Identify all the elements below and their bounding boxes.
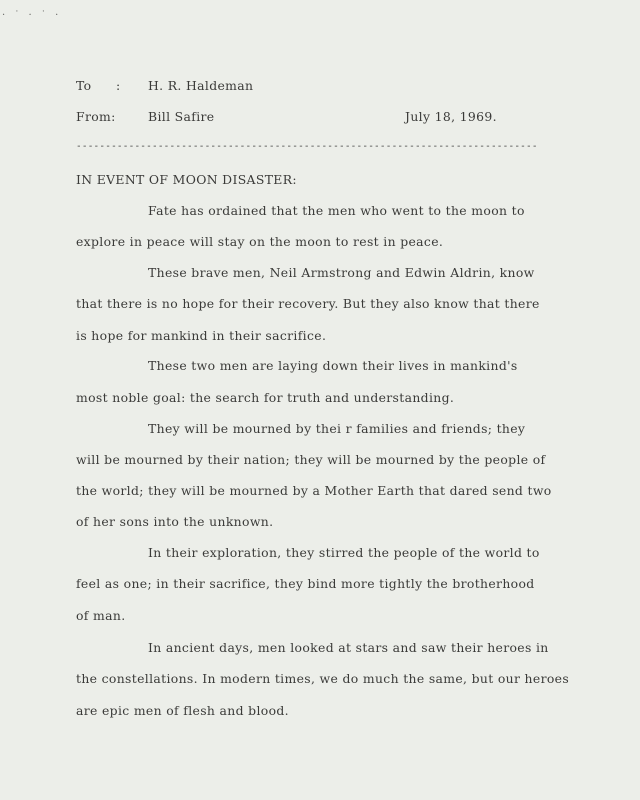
body-line: the world; they will be mourned by a Mother Earth that dared send two (76, 483, 552, 498)
body-line: the constellations. In modern times, we do much the same, but our heroes (76, 671, 570, 686)
body-line: Fate has ordained that the men who went to the moon to (148, 203, 525, 218)
to-recipient: H. R. Haldeman (148, 78, 254, 93)
body-line: explore in peace will stay on the moon to rest in peace. (76, 234, 444, 249)
memo-date: July 18, 1969. (405, 109, 497, 124)
body-line: of man. (76, 608, 126, 623)
memo-subject: IN EVENT OF MOON DISASTER: (76, 172, 297, 187)
to-separator: : (116, 78, 121, 93)
dashed-rule: ------------------------------------------------------------------------------- (76, 141, 538, 152)
body-line: In ancient days, men looked at stars and saw their heroes in (148, 640, 549, 655)
body-line: are epic men of flesh and blood. (76, 703, 289, 718)
to-label: To (76, 78, 92, 93)
from-label: From: (76, 109, 116, 124)
body-line: is hope for mankind in their sacrifice. (76, 328, 327, 343)
body-line: that there is no hope for their recovery. But they also know that there (76, 296, 540, 311)
body-line: of her sons into the unknown. (76, 514, 274, 529)
from-sender: Bill Safire (148, 109, 215, 124)
paper-specks: · ˙ · ˙ · (2, 10, 62, 21)
body-line: feel as one; in their sacrifice, they bind more tightly the brotherhood (76, 576, 535, 591)
body-line: will be mourned by their nation; they will be mourned by the people of (76, 452, 546, 467)
body-line: These two men are laying down their lives in mankind's (148, 358, 518, 373)
body-line: In their exploration, they stirred the people of the world to (148, 545, 540, 560)
body-line: These brave men, Neil Armstrong and Edwin Aldrin, know (148, 265, 535, 280)
body-line: They will be mourned by thei r families and friends; they (148, 421, 526, 436)
body-line: most noble goal: the search for truth and understanding. (76, 390, 455, 405)
